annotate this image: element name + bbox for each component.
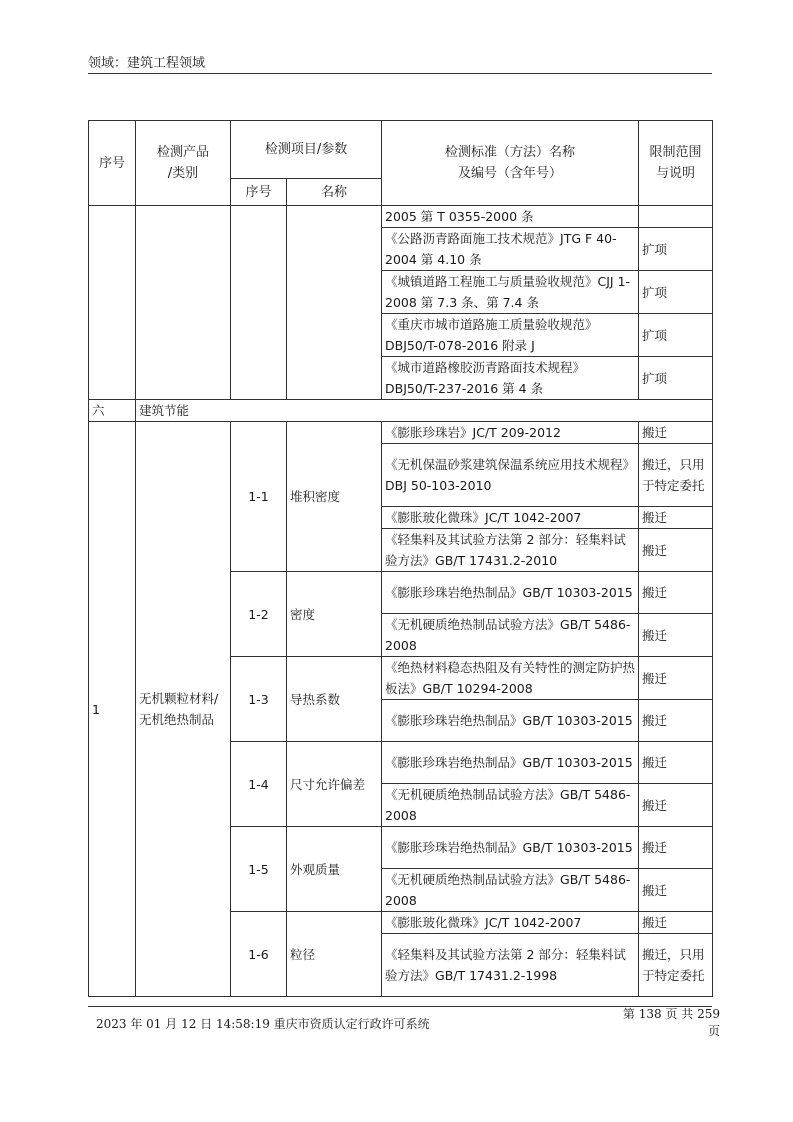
item-name: 密度 [287, 572, 382, 657]
col-header-standard: 检测标准（方法）名称 及编号（含年号） [382, 121, 639, 206]
item-seq: 1-6 [231, 912, 287, 997]
capability-table [88, 120, 713, 997]
group-product: 无机颗粒材料/无机绝热制品 [136, 422, 231, 997]
limit-cell: 搬迁 [639, 572, 713, 614]
limit-cell [639, 206, 713, 228]
section-title: 建筑节能 [136, 400, 713, 422]
standard-cell: 《膨胀珍珠岩绝热制品》GB/T 10303-2015 [382, 742, 639, 784]
standard-cell: 《公路沥青路面施工技术规范》JTG F 40-2004 第 4.10 条 [382, 228, 639, 271]
col-header-limit: 限制范围 与说明 [639, 121, 713, 206]
standard-cell: 《绝热材料稳态热阻及有关特性的测定防护热板法》GB/T 10294-2008 [382, 657, 639, 700]
standard-cell: 《轻集料及其试验方法第 2 部分：轻集料试验方法》GB/T 17431.2-1998 [382, 934, 639, 997]
item-name: 堆积密度 [287, 422, 382, 572]
col-header-item-seq: 序号 [231, 179, 287, 206]
limit-cell: 搬迁 [639, 657, 713, 700]
group-seq: 1 [89, 422, 136, 997]
item-name: 导热系数 [287, 657, 382, 742]
standard-cell: 《膨胀珍珠岩绝热制品》GB/T 10303-2015 [382, 572, 639, 614]
standard-cell: 《城镇道路工程施工与质量验收规范》CJJ 1-2008 第 7.3 条、第 7.4 条 [382, 271, 639, 314]
continued-seq-cell [89, 206, 136, 400]
item-seq: 1-1 [231, 422, 287, 572]
standard-cell: 《膨胀珍珠岩绝热制品》GB/T 10303-2015 [382, 827, 639, 869]
continued-product-cell [136, 206, 231, 400]
item-seq: 1-4 [231, 742, 287, 827]
limit-cell: 扩项 [639, 314, 713, 357]
item-name: 尺寸允许偏差 [287, 742, 382, 827]
limit-cell: 搬迁，只用于特定委托 [639, 934, 713, 997]
section-number: 六 [89, 400, 136, 422]
item-seq: 1-5 [231, 827, 287, 912]
header-divider [88, 73, 712, 74]
item-name: 外观质量 [287, 827, 382, 912]
limit-cell: 搬迁 [639, 529, 713, 572]
col-header-product: 检测产品 /类别 [136, 121, 231, 206]
limit-cell: 搬迁 [639, 912, 713, 934]
limit-cell: 搬迁，只用于特定委托 [639, 444, 713, 507]
continued-item-seq-cell [231, 206, 287, 400]
page-header-domain: 领域：建筑工程领域 [88, 56, 206, 71]
standard-cell: 《无机硬质绝热制品试验方法》GB/T 5486-2008 [382, 869, 639, 912]
standard-cell: 《无机保温砂浆建筑保温系统应用技术规程》DBJ 50-103-2010 [382, 444, 639, 507]
limit-cell: 搬迁 [639, 784, 713, 827]
standard-cell: 《膨胀珍珠岩》JC/T 209-2012 [382, 422, 639, 444]
limit-cell: 扩项 [639, 357, 713, 400]
limit-cell: 扩项 [639, 271, 713, 314]
limit-cell: 搬迁 [639, 869, 713, 912]
standard-cell: 《轻集料及其试验方法第 2 部分：轻集料试验方法》GB/T 17431.2-2010 [382, 529, 639, 572]
standard-cell: 《无机硬质绝热制品试验方法》GB/T 5486-2008 [382, 784, 639, 827]
standard-cell: 2005 第 T 0355-2000 条 [382, 206, 639, 228]
limit-cell: 搬迁 [639, 614, 713, 657]
item-seq: 1-2 [231, 572, 287, 657]
continued-item-name-cell [287, 206, 382, 400]
standard-cell: 《重庆市城市道路施工质量验收规范》DBJ50/T-078-2016 附录 J [382, 314, 639, 357]
standard-cell: 《膨胀玻化微珠》JC/T 1042-2007 [382, 912, 639, 934]
limit-cell: 搬迁 [639, 700, 713, 742]
limit-cell: 扩项 [639, 228, 713, 271]
standard-cell: 《膨胀玻化微珠》JC/T 1042-2007 [382, 507, 639, 529]
standard-cell: 《无机硬质绝热制品试验方法》GB/T 5486-2008 [382, 614, 639, 657]
col-header-seq: 序号 [89, 121, 136, 206]
col-header-item-group: 检测项目/参数 [231, 121, 382, 179]
footer-timestamp-system: 2023 年 01 月 12 日 14:58:19 重庆市资质认定行政许可系统 [96, 1017, 430, 1031]
standard-cell: 《膨胀珍珠岩绝热制品》GB/T 10303-2015 [382, 700, 639, 742]
col-header-item-name: 名称 [287, 179, 382, 206]
footer-page-number: 第 138 页 共 259 页 [622, 1007, 720, 1038]
item-seq: 1-3 [231, 657, 287, 742]
item-name: 粒径 [287, 912, 382, 997]
limit-cell: 搬迁 [639, 422, 713, 444]
limit-cell: 搬迁 [639, 827, 713, 869]
limit-cell: 搬迁 [639, 507, 713, 529]
footer-divider [88, 1006, 712, 1007]
standard-cell: 《城市道路橡胶沥青路面技术规程》DBJ50/T-237-2016 第 4 条 [382, 357, 639, 400]
limit-cell: 搬迁 [639, 742, 713, 784]
